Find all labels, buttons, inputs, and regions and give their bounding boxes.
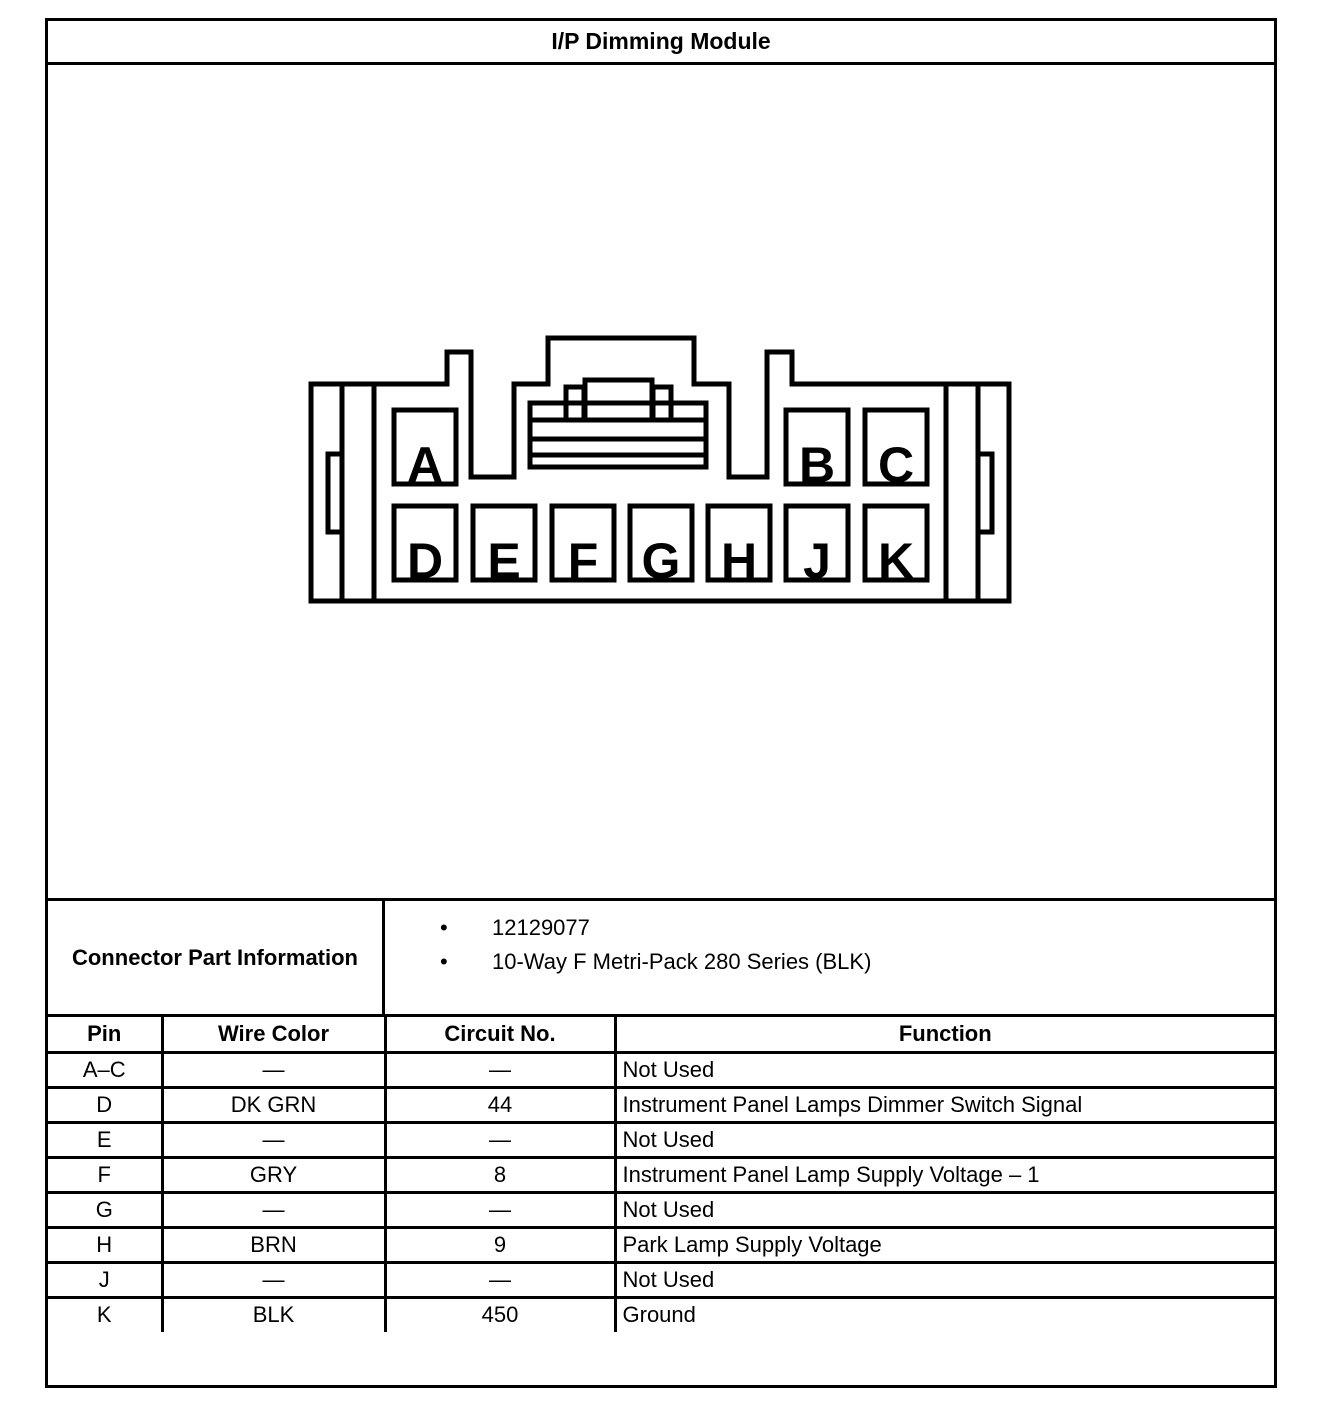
pin-table [48, 1017, 1274, 1332]
pin-label-b: B [798, 437, 836, 493]
cell-pin: F [48, 1157, 162, 1192]
cell-function: Not Used [615, 1192, 1274, 1227]
table-row [48, 1227, 1274, 1262]
cell-circuit: — [385, 1052, 615, 1087]
connector-part-information [48, 898, 1274, 1017]
table-row [48, 1157, 1274, 1192]
connector-description: • 10-Way F Metri-Pack 280 Series (BLK) [388, 945, 871, 979]
cell-circuit: 450 [385, 1297, 615, 1332]
pin-label-h: H [720, 533, 758, 589]
cell-circuit: — [385, 1122, 615, 1157]
cell-pin: H [48, 1227, 162, 1262]
cell-wire-color: — [162, 1192, 385, 1227]
pin-label-a: A [406, 437, 444, 493]
pin-label-f: F [567, 533, 599, 589]
cell-function: Not Used [615, 1262, 1274, 1297]
connector-face-drawing [48, 65, 1274, 898]
pin-label-c: C [877, 437, 915, 493]
header-wire-color: Wire Color [162, 1017, 385, 1052]
header-circuit-no: Circuit No. [385, 1017, 615, 1052]
table-row [48, 1087, 1274, 1122]
cell-circuit: 9 [385, 1227, 615, 1262]
table-row [48, 1192, 1274, 1227]
cell-function: Instrument Panel Lamp Supply Voltage – 1 [615, 1157, 1274, 1192]
table-row [48, 1262, 1274, 1297]
pin-label-k: K [877, 533, 915, 589]
pin-label-d: D [406, 533, 444, 589]
cell-pin: J [48, 1262, 162, 1297]
header-function: Function [615, 1017, 1274, 1052]
header-pin: Pin [48, 1017, 162, 1052]
cell-circuit: 44 [385, 1087, 615, 1122]
cell-pin: G [48, 1192, 162, 1227]
cell-function: Ground [615, 1297, 1274, 1332]
pin-table-header [48, 1017, 1274, 1052]
table-row [48, 1122, 1274, 1157]
cell-pin: D [48, 1087, 162, 1122]
cell-wire-color: BLK [162, 1297, 385, 1332]
cell-wire-color: — [162, 1052, 385, 1087]
cell-pin: K [48, 1297, 162, 1332]
cell-wire-color: GRY [162, 1157, 385, 1192]
pin-label-j: J [803, 533, 831, 589]
part-number: • 12129077 [388, 911, 871, 945]
cell-wire-color: DK GRN [162, 1087, 385, 1122]
connector-sheet [45, 18, 1277, 1388]
cell-pin: E [48, 1122, 162, 1157]
cell-function: Park Lamp Supply Voltage [615, 1227, 1274, 1262]
part-info-list [388, 911, 871, 979]
cell-function: Not Used [615, 1052, 1274, 1087]
table-row [48, 1052, 1274, 1087]
table-row [48, 1297, 1274, 1332]
pin-label-e: E [487, 533, 521, 589]
cell-pin: A–C [48, 1052, 162, 1087]
cell-wire-color: BRN [162, 1227, 385, 1262]
pin-label-g: G [641, 533, 681, 589]
cell-function: Not Used [615, 1122, 1274, 1157]
part-info-heading: Connector Part Information [48, 901, 385, 1014]
cell-function: Instrument Panel Lamps Dimmer Switch Signal [615, 1087, 1274, 1122]
cell-circuit: — [385, 1262, 615, 1297]
connector-diagram [48, 65, 1274, 898]
cell-circuit: — [385, 1192, 615, 1227]
cell-circuit: 8 [385, 1157, 615, 1192]
cell-wire-color: — [162, 1122, 385, 1157]
page-title: I/P Dimming Module [48, 21, 1274, 65]
cell-wire-color: — [162, 1262, 385, 1297]
